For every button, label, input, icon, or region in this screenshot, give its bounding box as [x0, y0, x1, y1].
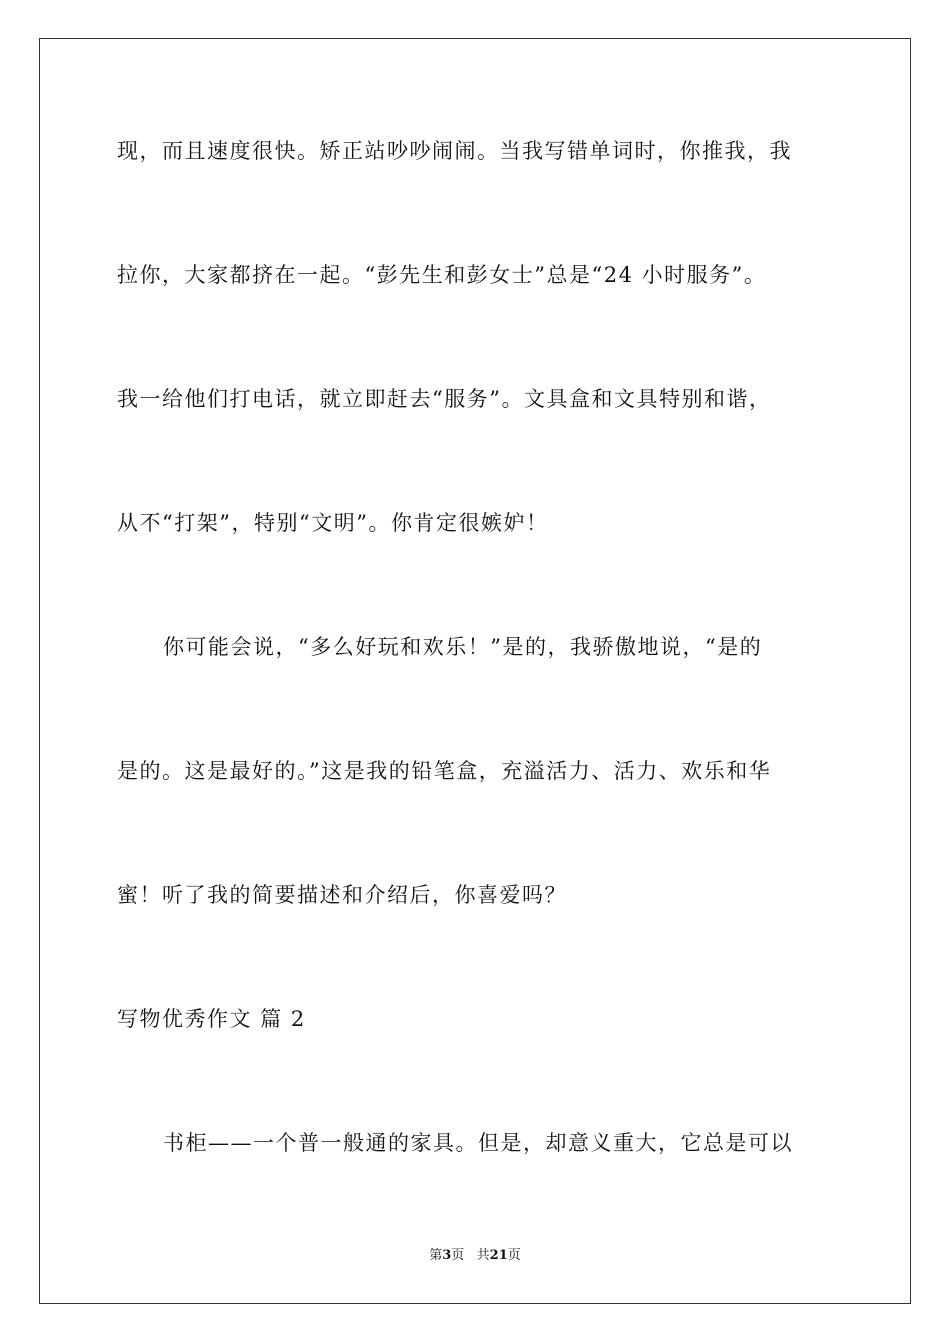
paragraph-line-2: 拉你，大家都挤在一起。“彭先生和彭女士”总是“24 小时服务”。: [117, 263, 767, 287]
footer-page-total: 21: [489, 1248, 508, 1263]
paragraph-line-7: 蜜！听了我的简要描述和介绍后，你喜爱吗？: [117, 883, 567, 907]
paragraph-line-1: 现，而且速度很快。矫正站吵吵闹闹。当我写错单词时，你推我，我: [117, 139, 792, 163]
paragraph-line-4: 从不“打架”，特别“文明”。你肯定很嫉妒！: [117, 511, 549, 535]
paragraph-line-3: 我一给他们打电话，就立即赶去“服务”。文具盒和文具特别和谐，: [117, 387, 772, 411]
footer-page-suffix: 页: [507, 1248, 521, 1263]
page-footer: [0, 1248, 950, 1264]
section-heading: 写物优秀作文 篇 2: [117, 1007, 306, 1031]
paragraph-line-6: 是的。这是最好的。”这是我的铅笔盒，充溢活力、活力、欢乐和华: [117, 759, 772, 783]
footer-page-mid: 页 共: [451, 1248, 490, 1263]
paragraph-line-5: 你可能会说，“多么好玩和欢乐！”是的，我骄傲地说，“是的: [163, 635, 763, 659]
footer-page-prefix: 第: [429, 1248, 443, 1263]
footer-page-current: 3: [442, 1248, 452, 1263]
section-first-line: 书柜——一个普一般通的家具。但是，却意义重大，它总是可以: [163, 1131, 793, 1155]
page-border: [39, 38, 911, 1304]
